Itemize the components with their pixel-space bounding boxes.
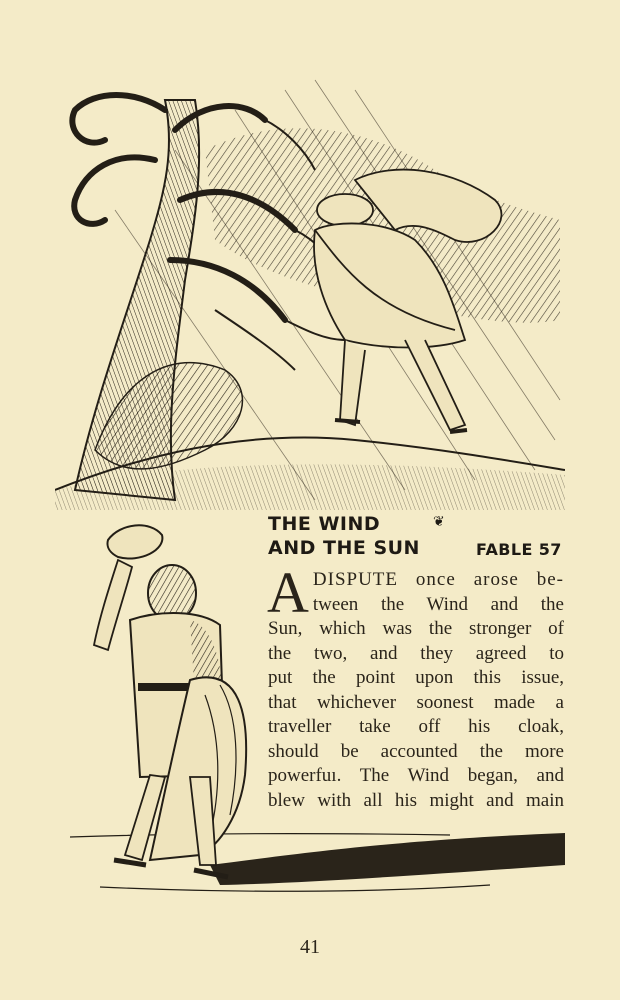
text-line: DISPUTE once arose be-: [312, 569, 564, 590]
fable-text: [267, 560, 564, 813]
drop-cap: A: [267, 560, 309, 625]
text-line: tween the Wind and the: [312, 593, 564, 615]
text-line: Sun, which was the stronger of: [268, 618, 564, 639]
title-line-1: THE WIND: [268, 513, 381, 535]
page-number: 41: [300, 936, 320, 958]
text-line: traveller take off his cloak,: [268, 716, 564, 737]
text-line: powerfuı. The Wind began, and: [268, 765, 564, 786]
fable-heading: [268, 512, 568, 560]
title-line-2: AND THE SUN: [268, 537, 420, 559]
fleuron-icon: ❦: [433, 514, 445, 530]
text-line: blew with all his might and main: [268, 789, 564, 811]
text-line: should be accounted the more: [268, 740, 564, 762]
text-line: that whichever soonest made a: [268, 691, 564, 713]
storm-engraving-svg: [55, 70, 565, 510]
fable-number: FABLE 57: [476, 540, 562, 559]
storm-illustration: [55, 70, 565, 510]
text-line: the two, and they agreed to: [268, 642, 564, 664]
text-line: put the point upon this issue,: [268, 667, 564, 688]
